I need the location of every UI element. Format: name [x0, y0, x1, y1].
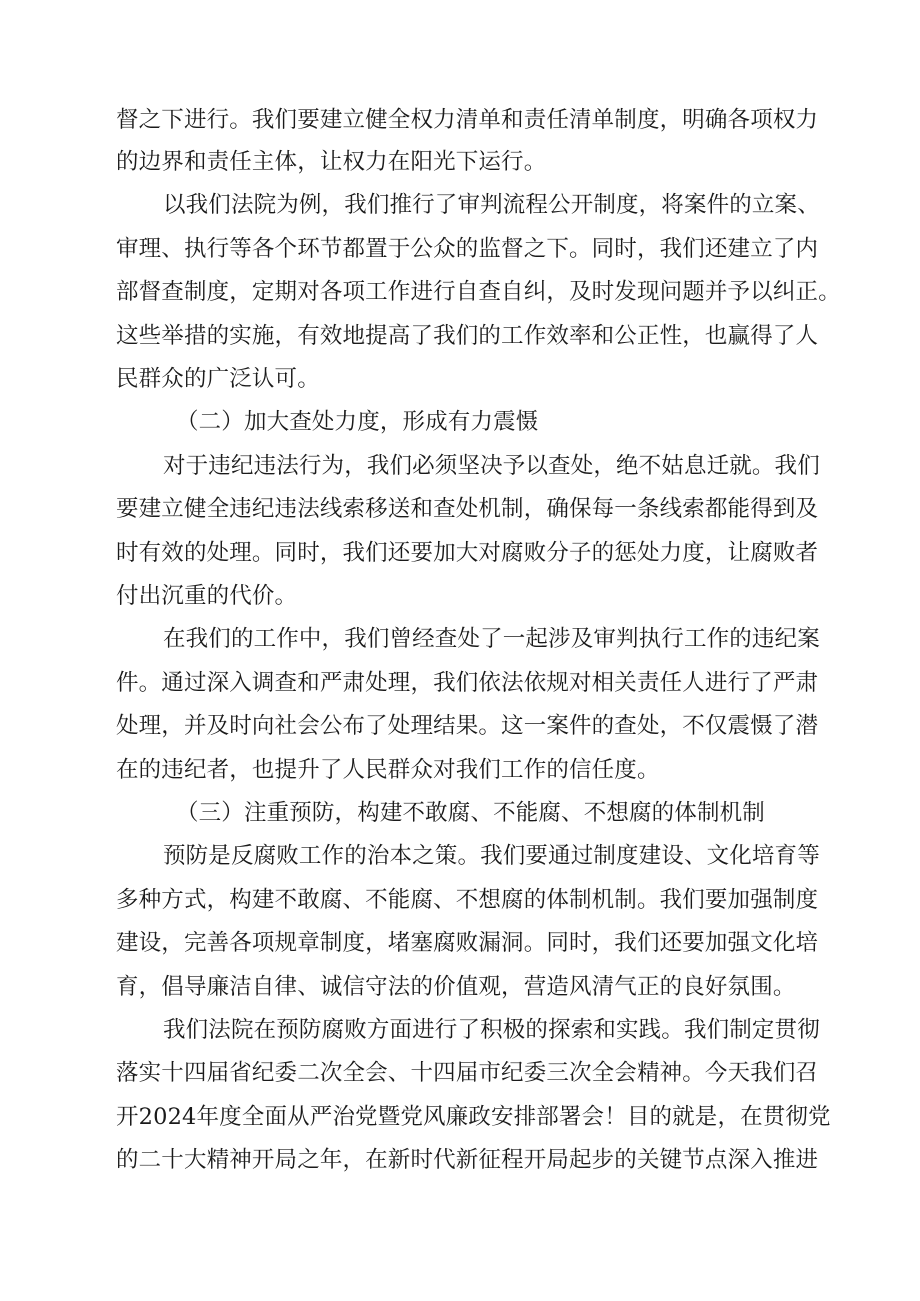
text-line: 对于违纪违法行为，我们必须坚决予以查处，绝不姑息迁就。我们	[163, 453, 820, 479]
section-heading: （三）注重预防，构建不敢腐、不能腐、不想腐的体制机制	[176, 800, 765, 826]
text-line: 要建立健全违纪违法线索移送和查处机制，确保每一条线索都能得到及	[116, 496, 819, 522]
text-line: 的边界和责任主体，让权力在阳光下运行。	[116, 149, 547, 175]
text-line: 时有效的处理。同时，我们还要加大对腐败分子的惩处力度，让腐败者	[116, 540, 819, 566]
text-line: 预防是反腐败工作的治本之策。我们要通过制度建设、文化培育等	[163, 843, 820, 869]
text-line: 的二十大精神开局之年，在新时代新征程开局起步的关键节点深入推进	[116, 1147, 819, 1173]
text-line: 在我们的工作中，我们曾经查处了一起涉及审判执行工作的违纪案	[163, 626, 820, 652]
text-line: 多种方式，构建不敢腐、不能腐、不想腐的体制机制。我们要加强制度	[116, 887, 819, 913]
text-line: 件。通过深入调查和严肃处理，我们依法依规对相关责任人进行了严肃	[116, 670, 819, 696]
text-line: 审理、执行等各个环节都置于公众的监督之下。同时，我们还建立了内	[116, 236, 819, 262]
text-line: 在的违纪者，也提升了人民群众对我们工作的信任度。	[116, 757, 660, 783]
text-line: 督之下进行。我们要建立健全权力清单和责任清单制度，明确各项权力	[116, 107, 819, 133]
text-line: 处理，并及时向社会公布了处理结果。这一案件的查处，不仅震慑了潜	[116, 713, 819, 739]
text-line: 民群众的广泛认可。	[116, 366, 320, 392]
text-line: 开2024年度全面从严治党暨党风廉政安排部署会！目的就是，在贯彻党	[116, 1104, 831, 1130]
text-line: 以我们法院为例，我们推行了审判流程公开制度，将案件的立案、	[163, 192, 820, 218]
text-line: 育，倡导廉洁自律、诚信守法的价值观，营造风清气正的良好氛围。	[116, 974, 796, 1000]
text-line: 部督查制度，定期对各项工作进行自查自纠，及时发现问题并予以纠正。	[116, 279, 841, 305]
text-line: 我们法院在预防腐败方面进行了积极的探索和实践。我们制定贯彻	[163, 1017, 820, 1043]
section-heading: （二）加大查处力度，形成有力震慑	[176, 409, 539, 435]
text-line: 建设，完善各项规章制度，堵塞腐败漏洞。同时，我们还要加强文化培	[116, 930, 819, 956]
text-line: 这些举措的实施，有效地提高了我们的工作效率和公正性，也赢得了人	[116, 323, 819, 349]
text-line: 落实十四届省纪委二次全会、十四届市纪委三次全会精神。今天我们召	[116, 1060, 819, 1086]
text-line: 付出沉重的代价。	[116, 583, 298, 609]
